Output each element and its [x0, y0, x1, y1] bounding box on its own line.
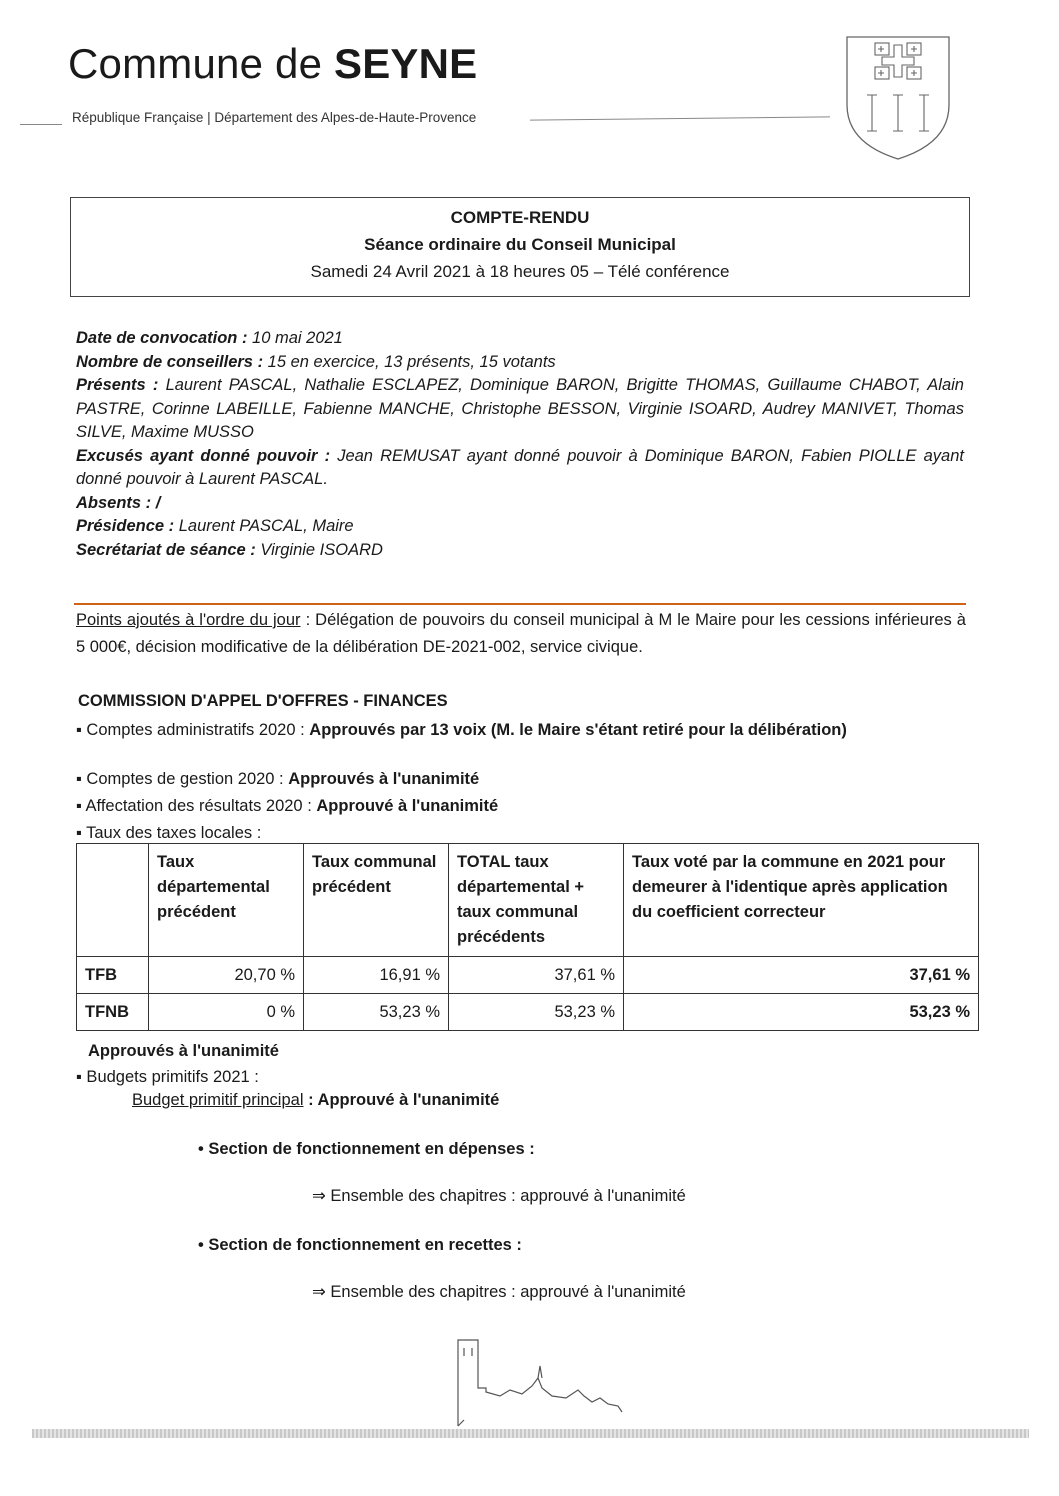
comptes-administratifs-item [76, 717, 966, 743]
presents-line [76, 374, 964, 445]
coat-of-arms-icon [845, 35, 951, 161]
footer-bar [32, 1429, 1029, 1438]
convocation-label: Date de convocation : [76, 329, 248, 347]
session-title: Séance ordinaire du Conseil Municipal [364, 235, 676, 254]
item-label: ▪ Comptes administratifs 2020 : [76, 721, 310, 739]
budget-principal-line [132, 1091, 499, 1110]
commune-name: SEYNE [334, 40, 478, 87]
presidence-line [76, 515, 964, 539]
tax-rates-table [76, 843, 979, 1031]
excuses-line [76, 445, 964, 492]
castle-sketch-icon [440, 1328, 640, 1428]
added-points [76, 607, 966, 661]
conseillers-line [76, 351, 964, 375]
comptes-gestion-item [76, 770, 479, 789]
header-rule-right [530, 116, 830, 120]
header-subtitle: République Française | Département des Alpes-de-Haute-Provence [72, 110, 477, 125]
affectation-resultats-item [76, 797, 498, 816]
presidence-value: Laurent PASCAL, Maire [174, 517, 354, 535]
item-label: ▪ Taux des taxes locales : [76, 824, 262, 842]
table-header-cell: Taux départemental précédent [149, 844, 304, 957]
item-result: Approuvés à l'unanimité [288, 770, 480, 788]
absents-label: Absents : / [76, 493, 161, 512]
table-cell: 0 % [149, 994, 304, 1031]
convocation-line [76, 327, 964, 351]
budgets-primitifs-item: ▪ Budgets primitifs 2021 : [76, 1068, 259, 1086]
absents-line [76, 492, 964, 516]
commission-heading: COMMISSION D'APPEL D'OFFRES - FINANCES [78, 692, 448, 710]
excuses-value: Jean REMUSAT ayant donné pouvoir à Dominique BARON, Fabien PIOLLE ayant donné pouvoir à Laurent PASCAL. [76, 446, 964, 488]
session-date: Samedi 24 Avril 2021 à 18 heures 05 – Télé conférence [310, 262, 730, 281]
recettes-result: ⇒ Ensemble des chapitres : approuvé à l'unanimité [312, 1283, 686, 1301]
table-header-cell: Taux voté par la commune en 2021 pour demeurer à l'identique après application du coefficient correcteur [624, 844, 979, 957]
title-box [70, 197, 970, 297]
table-approval: Approuvés à l'unanimité [88, 1042, 279, 1060]
presents-value: Laurent PASCAL, Nathalie ESCLAPEZ, Dominique BARON, Brigitte THOMAS, Guillaume CHABOT, Alain PASTRE, Corinne LABEILLE, Fabienne MANCHE, Christophe BESSON, Virginie ISOARD, Audrey MANIVET, Thomas SILVE, Maxime MUSSO [76, 376, 964, 441]
section-recettes: • Section de fonctionnement en recettes : [198, 1236, 522, 1254]
item-label: ▪ Comptes de gestion 2020 : [76, 770, 289, 788]
table-cell: TFB [77, 957, 149, 994]
table-row [77, 957, 979, 994]
budget-principal-result: : Approuvé à l'unanimité [303, 1091, 500, 1109]
presidence-label: Présidence : [76, 517, 175, 535]
table-cell: 20,70 % [149, 957, 304, 994]
excuses-label: Excusés ayant donné pouvoir : [76, 446, 331, 465]
table-cell: 16,91 % [304, 957, 449, 994]
convocation-value: 10 mai 2021 [247, 329, 343, 347]
depenses-result: ⇒ Ensemble des chapitres : approuvé à l'unanimité [312, 1187, 686, 1205]
table-cell: 53,23 % [624, 994, 979, 1031]
table-header-cell: TOTAL taux départemental + taux communal précédents [449, 844, 624, 957]
item-label: ▪ Affectation des résultats 2020 : [76, 797, 317, 815]
table-cell: 37,61 % [624, 957, 979, 994]
commune-title [68, 40, 477, 88]
added-points-label: Points ajoutés à l'ordre du jour [76, 611, 301, 629]
secretariat-line [76, 539, 964, 563]
item-result: Approuvés par 13 voix (M. le Maire s'étant retiré pour la délibération) [309, 721, 847, 739]
document-title: COMPTE-RENDU [450, 208, 590, 227]
meeting-metadata [76, 327, 964, 562]
presents-label: Présents : [76, 376, 159, 394]
budget-principal-label: Budget primitif principal [132, 1091, 304, 1109]
table-row [77, 994, 979, 1031]
table-cell: 37,61 % [449, 957, 624, 994]
table-cell: 53,23 % [304, 994, 449, 1031]
table-header-cell: Taux communal précédent [304, 844, 449, 957]
added-points-text: : Délégation de pouvoirs du conseil municipal à M le Maire pour les cessions inférieures à 5 000€, décision modificative de la délibération DE-2021-002, service civique. [76, 611, 966, 656]
table-cell: 53,23 % [449, 994, 624, 1031]
conseillers-label: Nombre de conseillers : [76, 352, 264, 371]
table-cell: TFNB [77, 994, 149, 1031]
conseillers-value: 15 en exercice, 13 présents, 15 votants [263, 352, 556, 371]
table-header-row [77, 844, 979, 957]
taux-taxes-item [76, 824, 261, 843]
section-divider [74, 603, 966, 605]
table-header-cell [77, 844, 149, 957]
item-result: Approuvé à l'unanimité [316, 797, 499, 815]
section-depenses: • Section de fonctionnement en dépenses : [198, 1140, 535, 1158]
secretariat-label: Secrétariat de séance : [76, 540, 256, 559]
commune-title-prefix: Commune de [68, 40, 334, 87]
secretariat-value: Virginie ISOARD [255, 540, 383, 559]
header-rule-left [20, 124, 62, 125]
